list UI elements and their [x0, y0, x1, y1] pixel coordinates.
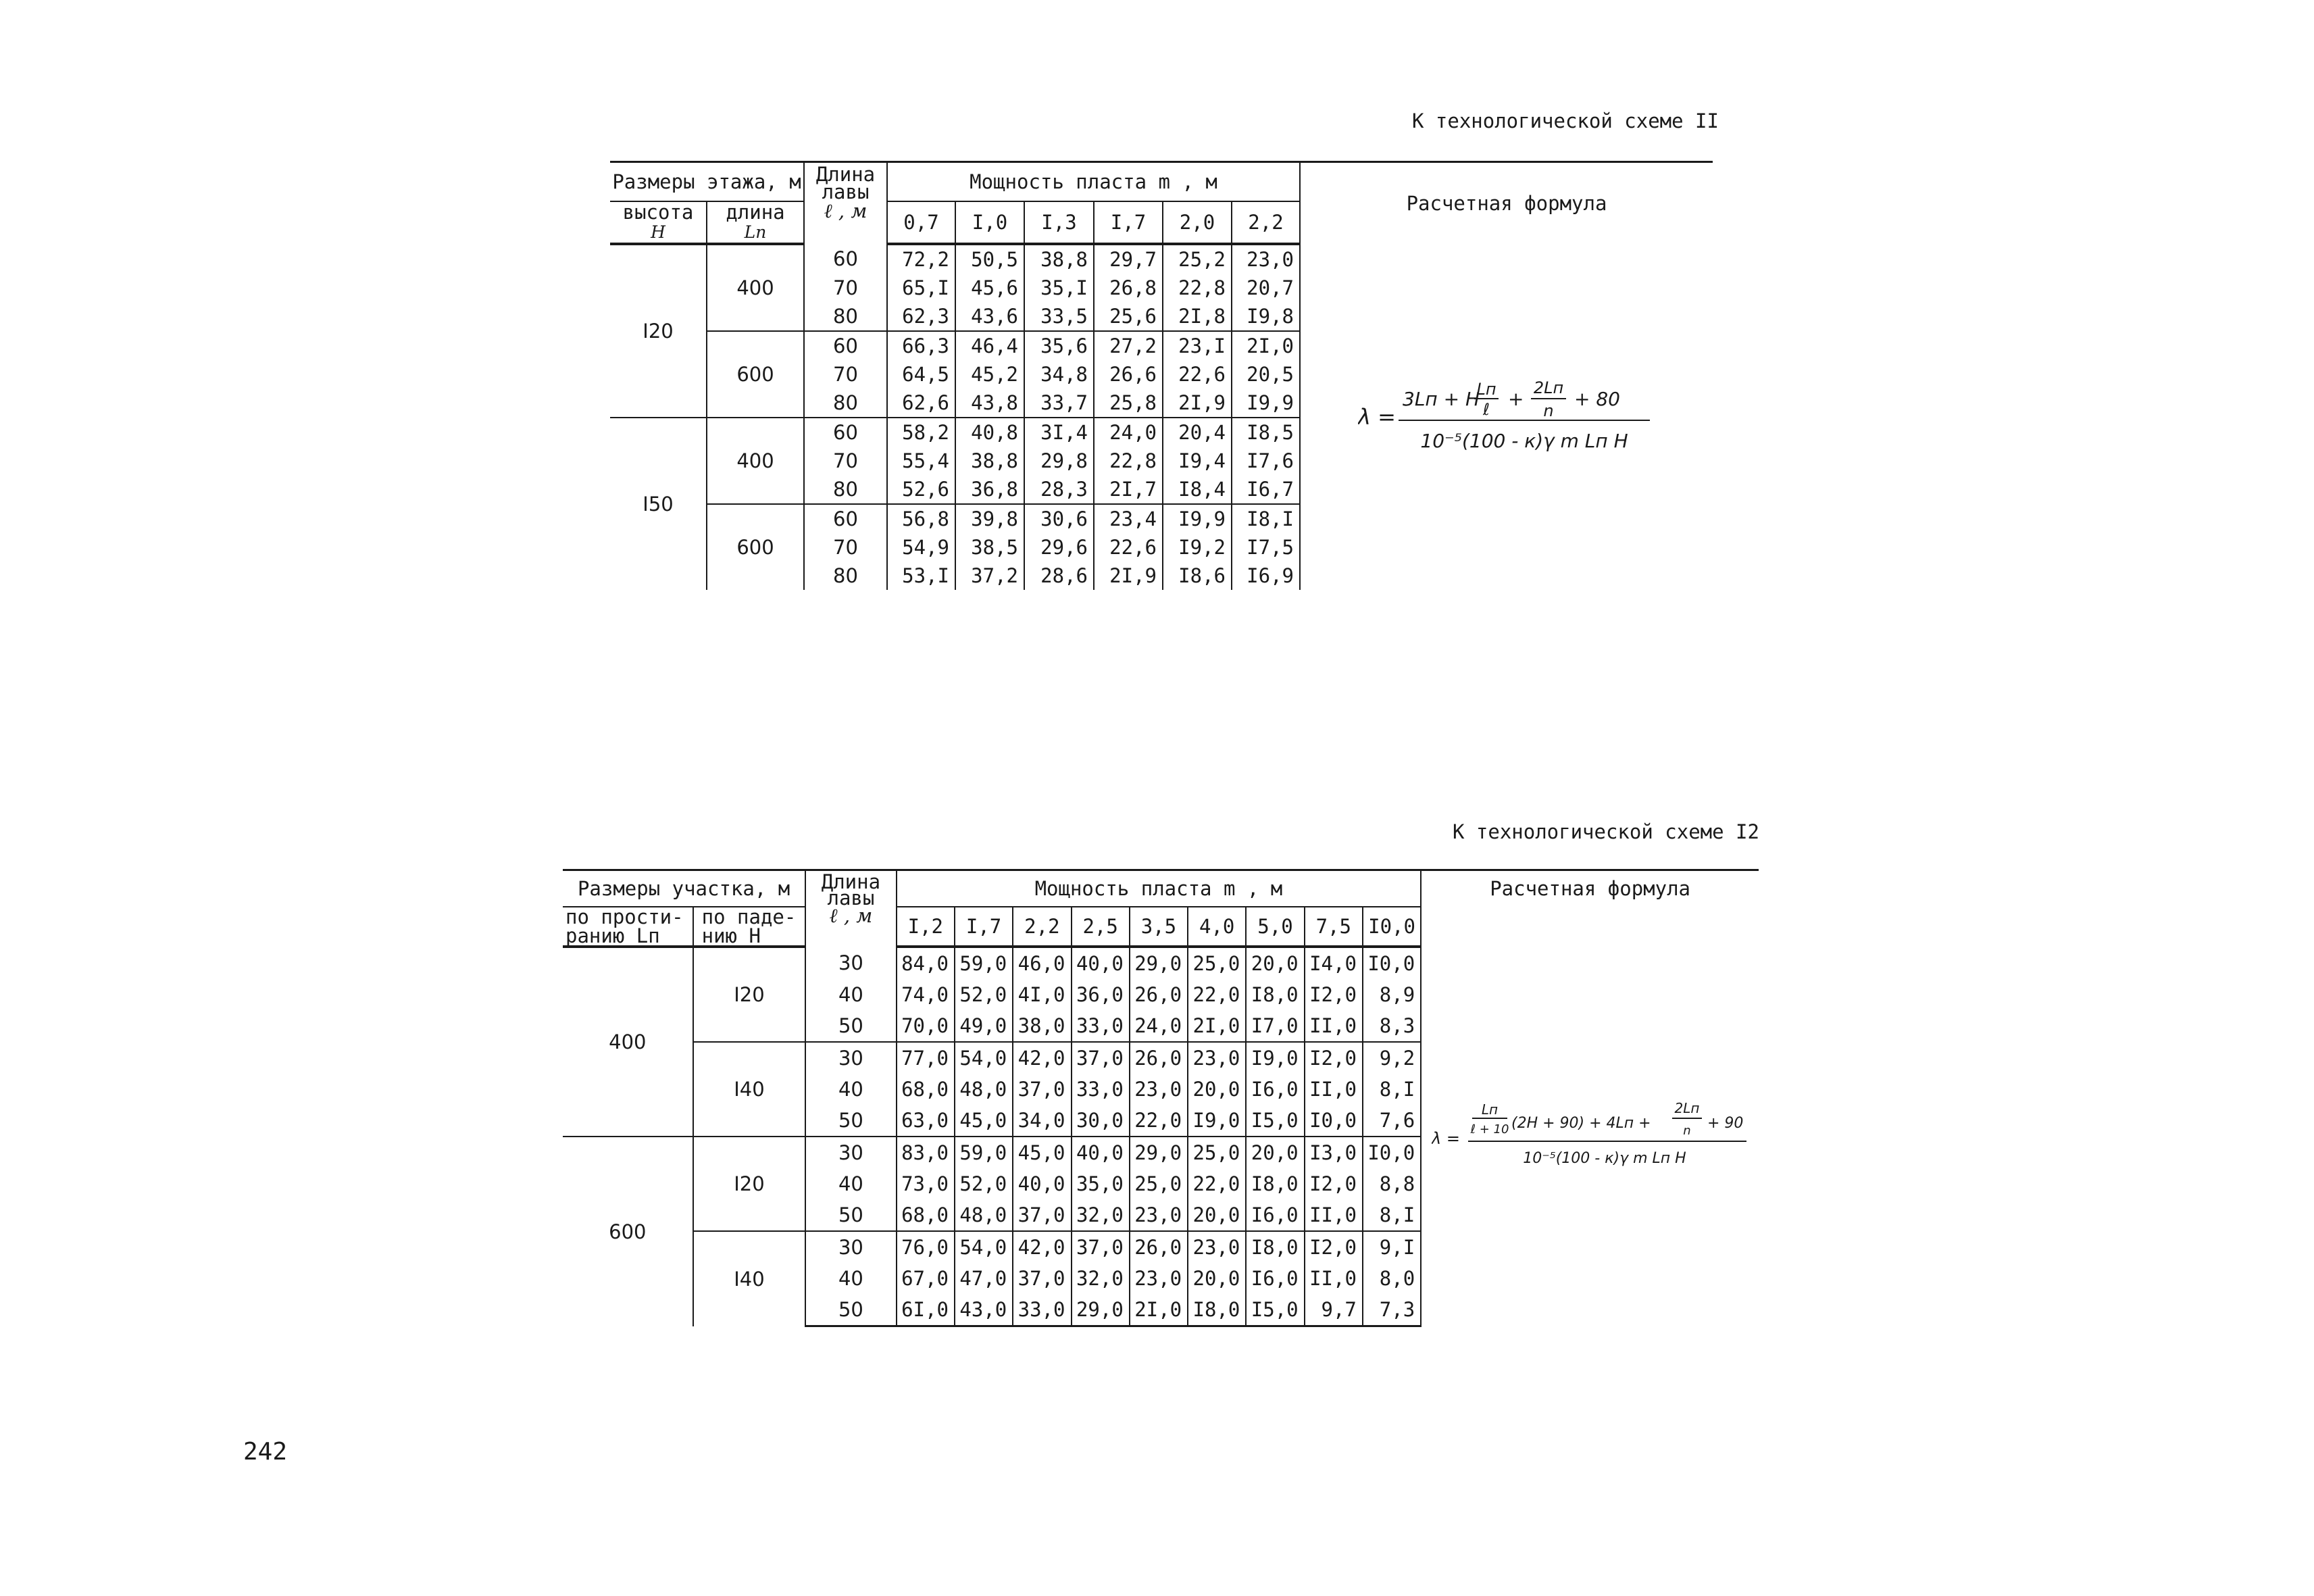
face-length-cell: 80	[804, 302, 887, 331]
strike-header: по прости- ранию Lп	[563, 907, 693, 947]
value-cell: I9,2	[1163, 533, 1232, 562]
value-cell: 45,0	[955, 1105, 1013, 1137]
value-cell: 58,2	[887, 418, 955, 447]
value-cell: 42,0	[1013, 1231, 1071, 1263]
value-cell: 63,0	[897, 1105, 955, 1137]
value-cell: 23,0	[1232, 244, 1300, 274]
value-cell: 9,I	[1363, 1231, 1421, 1263]
value-cell: 64,5	[887, 360, 955, 389]
value-cell: 20,5	[1232, 360, 1300, 389]
value-cell: I2,0	[1305, 1168, 1363, 1199]
value-cell: 47,0	[955, 1263, 1013, 1294]
value-cell: 29,7	[1094, 244, 1163, 274]
dimensions-header: Размеры этажа, м	[610, 162, 804, 202]
value-cell: I9,0	[1188, 1105, 1246, 1137]
value-cell: 29,0	[1130, 947, 1188, 979]
table2-caption: К технологической схеме I2	[1453, 820, 1759, 843]
value-cell: 7,3	[1363, 1294, 1421, 1326]
formula-term: ℓ + 10	[1470, 1122, 1509, 1137]
value-cell: 59,0	[955, 947, 1013, 979]
outer-group-label: 600	[563, 1137, 693, 1326]
value-cell: 25,6	[1094, 302, 1163, 331]
value-cell: 25,0	[1188, 1137, 1246, 1168]
value-cell: I0,0	[1363, 1137, 1421, 1168]
outer-group-label: 400	[609, 1030, 647, 1053]
value-cell: 26,0	[1130, 979, 1188, 1010]
value-cell: I9,9	[1232, 389, 1300, 418]
face-length-cell: 40	[805, 1168, 896, 1199]
value-cell: 66,3	[887, 331, 955, 360]
value-cell: 22,0	[1130, 1105, 1188, 1137]
face-length-cell: 60	[804, 504, 887, 533]
value-cell: I8,0	[1246, 1231, 1304, 1263]
face-length-cell: 60	[804, 331, 887, 360]
value-cell: 9,2	[1363, 1042, 1421, 1074]
value-cell: 43,6	[955, 302, 1024, 331]
value-cell: 56,8	[887, 504, 955, 533]
face-length-cell: 30	[805, 947, 896, 979]
value-cell: 29,6	[1024, 533, 1094, 562]
value-cell: 48,0	[955, 1199, 1013, 1231]
value-cell: 25,2	[1163, 244, 1232, 274]
formula-term: λ =	[1431, 1128, 1460, 1148]
value-cell: 37,0	[1072, 1231, 1130, 1263]
value-cell: 74,0	[897, 979, 955, 1010]
value-cell: 54,9	[887, 533, 955, 562]
face-length-cell: 80	[804, 389, 887, 418]
value-cell: 33,5	[1024, 302, 1094, 331]
value-cell: 52,0	[955, 1168, 1013, 1199]
value-cell: 72,2	[887, 244, 955, 274]
thickness-value: 7,5	[1305, 907, 1363, 947]
value-cell: 37,0	[1013, 1263, 1071, 1294]
value-cell: 23,0	[1130, 1263, 1188, 1294]
value-cell: 52,6	[887, 475, 955, 504]
value-cell: 23,4	[1094, 504, 1163, 533]
value-cell: 36,0	[1072, 979, 1130, 1010]
thickness-value: I,3	[1024, 201, 1094, 244]
value-cell: 25,0	[1188, 947, 1246, 979]
value-cell: 62,3	[887, 302, 955, 331]
value-cell: 40,0	[1013, 1168, 1071, 1199]
value-cell: I5,0	[1246, 1294, 1304, 1326]
thickness-header: Мощность пласта m , м	[887, 162, 1300, 202]
value-cell: 38,8	[955, 447, 1024, 475]
value-cell: 20,0	[1188, 1074, 1246, 1105]
face-length-cell: 70	[804, 447, 887, 475]
value-cell: 77,0	[897, 1042, 955, 1074]
value-cell: 20,0	[1246, 1137, 1304, 1168]
value-cell: 8,9	[1363, 979, 1421, 1010]
value-cell: I7,0	[1246, 1010, 1304, 1042]
value-cell: 20,7	[1232, 274, 1300, 302]
value-cell: I7,6	[1232, 447, 1300, 475]
value-cell: 23,0	[1188, 1042, 1246, 1074]
inner-group-label: 400	[707, 244, 804, 331]
value-cell: 2I,7	[1094, 475, 1163, 504]
table-row	[610, 244, 1713, 274]
value-cell: 26,6	[1094, 360, 1163, 389]
value-cell: I5,0	[1246, 1105, 1304, 1137]
value-cell: 20,0	[1246, 947, 1304, 979]
value-cell: 2I,8	[1163, 302, 1232, 331]
formula-term: 3Lп + H	[1403, 388, 1480, 410]
value-cell: 38,5	[955, 533, 1024, 562]
formula-header: Расчетная формула	[1300, 162, 1713, 245]
value-cell: 2I,0	[1232, 331, 1300, 360]
value-cell: I8,4	[1163, 475, 1232, 504]
value-cell: 37,0	[1013, 1199, 1071, 1231]
value-cell: 40,0	[1072, 1137, 1130, 1168]
formula-term: Lп	[1481, 1101, 1498, 1118]
thickness-value: 2,2	[1232, 201, 1300, 244]
thickness-value: I0,0	[1363, 907, 1421, 947]
value-cell: 8,I	[1363, 1199, 1421, 1231]
thickness-value: 5,0	[1246, 907, 1304, 947]
value-cell: 68,0	[897, 1199, 955, 1231]
thickness-value: 2,0	[1163, 201, 1232, 244]
formula-term: (2H + 90) + 4Lп +	[1511, 1114, 1651, 1132]
value-cell: 33,0	[1072, 1010, 1130, 1042]
value-cell: 26,0	[1130, 1231, 1188, 1263]
value-cell: 22,0	[1188, 979, 1246, 1010]
inner-group-label: I20	[693, 947, 806, 1042]
value-cell: I9,0	[1246, 1042, 1304, 1074]
face-length-cell: 30	[805, 1137, 896, 1168]
value-cell: I6,0	[1246, 1074, 1304, 1105]
thickness-value: I,0	[955, 201, 1024, 244]
value-cell: 46,4	[955, 331, 1024, 360]
value-cell: I2,0	[1305, 1231, 1363, 1263]
value-cell: II,0	[1305, 1199, 1363, 1231]
value-cell: 26,8	[1094, 274, 1163, 302]
value-cell: 40,0	[1072, 947, 1130, 979]
value-cell: II,0	[1305, 1263, 1363, 1294]
thickness-header: Мощность пласта m , м	[897, 870, 1422, 907]
value-cell: 73,0	[897, 1168, 955, 1199]
value-cell: 27,2	[1094, 331, 1163, 360]
value-cell: 22,8	[1094, 447, 1163, 475]
formula-term: λ =	[1358, 404, 1396, 430]
face-length-cell: 80	[804, 562, 887, 590]
value-cell: I8,6	[1163, 562, 1232, 590]
thickness-value: 0,7	[887, 201, 955, 244]
formula-term: 10⁻⁵(100 - к)γ m Lп H	[1522, 1149, 1686, 1167]
value-cell: I8,5	[1232, 418, 1300, 447]
formula	[1432, 1086, 1749, 1187]
thickness-value: 3,5	[1130, 907, 1188, 947]
formula-term: + 90	[1707, 1114, 1744, 1132]
face-length-cell: 80	[804, 475, 887, 504]
formula-term: Lп	[1476, 380, 1496, 399]
value-cell: 43,8	[955, 389, 1024, 418]
value-cell: 8,I	[1363, 1074, 1421, 1105]
formula-term: +	[1508, 388, 1524, 410]
value-cell: 67,0	[897, 1263, 955, 1294]
value-cell: 28,6	[1024, 562, 1094, 590]
value-cell: 36,8	[955, 475, 1024, 504]
thickness-value: 2,2	[1013, 907, 1071, 947]
value-cell: 43,0	[955, 1294, 1013, 1326]
thickness-value: 4,0	[1188, 907, 1246, 947]
value-cell: I8,0	[1246, 979, 1304, 1010]
value-cell: 37,0	[1072, 1042, 1130, 1074]
value-cell: 23,0	[1130, 1199, 1188, 1231]
inner-group-label: 600	[707, 504, 804, 590]
page-number: 242	[243, 1438, 288, 1466]
thickness-value: I,2	[897, 907, 955, 947]
value-cell: 24,0	[1094, 418, 1163, 447]
value-cell: 3I,4	[1024, 418, 1094, 447]
value-cell: I9,9	[1163, 504, 1232, 533]
value-cell: 34,8	[1024, 360, 1094, 389]
value-cell: I2,0	[1305, 979, 1363, 1010]
value-cell: II,0	[1305, 1010, 1363, 1042]
value-cell: 23,I	[1163, 331, 1232, 360]
value-cell: I8,0	[1246, 1168, 1304, 1199]
face-length-header: Длина лавы ℓ , м	[805, 870, 896, 947]
face-length-cell: 60	[804, 418, 887, 447]
value-cell: 20,4	[1163, 418, 1232, 447]
value-cell: 6I,0	[897, 1294, 955, 1326]
value-cell: 49,0	[955, 1010, 1013, 1042]
value-cell: 23,0	[1130, 1074, 1188, 1105]
value-cell: 33,0	[1072, 1074, 1130, 1105]
value-cell: 20,0	[1188, 1199, 1246, 1231]
inner-group-label: 400	[707, 418, 804, 504]
value-cell: 2I,9	[1094, 562, 1163, 590]
value-cell: 76,0	[897, 1231, 955, 1263]
value-cell: 29,0	[1072, 1294, 1130, 1326]
value-cell: 4I,0	[1013, 979, 1071, 1010]
value-cell: I9,4	[1163, 447, 1232, 475]
value-cell: 55,4	[887, 447, 955, 475]
value-cell: I8,I	[1232, 504, 1300, 533]
value-cell: 62,6	[887, 389, 955, 418]
dip-header: по паде- нию H	[693, 907, 806, 947]
value-cell: 38,8	[1024, 244, 1094, 274]
value-cell: 48,0	[955, 1074, 1013, 1105]
value-cell: 39,8	[955, 504, 1024, 533]
height-header: высота H	[610, 201, 707, 244]
value-cell: I3,0	[1305, 1137, 1363, 1168]
face-length-header: Длина лавы ℓ , м	[804, 162, 887, 245]
value-cell: I0,0	[1363, 947, 1421, 979]
value-cell: 38,0	[1013, 1010, 1071, 1042]
value-cell: 26,0	[1130, 1042, 1188, 1074]
face-length-cell: 40	[805, 1263, 896, 1294]
dimensions-header: Размеры участка, м	[563, 870, 805, 907]
face-length-cell: 50	[805, 1105, 896, 1137]
value-cell: 59,0	[955, 1137, 1013, 1168]
face-length-cell: 50	[805, 1294, 896, 1326]
face-length-cell: 40	[805, 979, 896, 1010]
value-cell: 2I,0	[1188, 1010, 1246, 1042]
value-cell: 8,8	[1363, 1168, 1421, 1199]
length-header: длина Lп	[707, 201, 804, 244]
value-cell: 9,7	[1305, 1294, 1363, 1326]
value-cell: 35,I	[1024, 274, 1094, 302]
value-cell: 25,0	[1130, 1168, 1188, 1199]
value-cell: I0,0	[1305, 1105, 1363, 1137]
value-cell: 50,5	[955, 244, 1024, 274]
formula-term: n	[1543, 401, 1554, 420]
value-cell: 29,0	[1130, 1137, 1188, 1168]
face-length-cell: 50	[805, 1199, 896, 1231]
formula-cell	[1300, 244, 1713, 590]
value-cell: 2I,9	[1163, 389, 1232, 418]
face-length-cell: 30	[805, 1231, 896, 1263]
value-cell: 30,0	[1072, 1105, 1130, 1137]
value-cell: 33,0	[1013, 1294, 1071, 1326]
value-cell: 23,0	[1188, 1231, 1246, 1263]
value-cell: I6,0	[1246, 1199, 1304, 1231]
value-cell: 32,0	[1072, 1199, 1130, 1231]
formula-term: 2Lп	[1674, 1099, 1700, 1116]
value-cell: 29,8	[1024, 447, 1094, 475]
face-length-cell: 40	[805, 1074, 896, 1105]
value-cell: I6,7	[1232, 475, 1300, 504]
value-cell: I7,5	[1232, 533, 1300, 562]
formula-term: 2Lп	[1533, 378, 1564, 397]
inner-group-label: I40	[693, 1231, 806, 1326]
face-length-cell: 70	[804, 274, 887, 302]
value-cell: 45,0	[1013, 1137, 1071, 1168]
value-cell: 8,3	[1363, 1010, 1421, 1042]
value-cell: 22,0	[1188, 1168, 1246, 1199]
value-cell: 40,8	[955, 418, 1024, 447]
formula	[1358, 359, 1655, 474]
table1-caption: К технологической схеме II	[1412, 109, 1719, 132]
inner-group-label: I40	[693, 1042, 806, 1137]
value-cell: 46,0	[1013, 947, 1071, 979]
formula-header: Расчетная формула	[1421, 870, 1759, 947]
value-cell: 53,I	[887, 562, 955, 590]
thickness-value: I,7	[955, 907, 1013, 947]
value-cell: 45,6	[955, 274, 1024, 302]
value-cell: 70,0	[897, 1010, 955, 1042]
value-cell: I6,9	[1232, 562, 1300, 590]
table-row	[563, 947, 1759, 979]
value-cell: 84,0	[897, 947, 955, 979]
face-length-cell: 70	[804, 533, 887, 562]
value-cell: 45,2	[955, 360, 1024, 389]
table2	[563, 869, 1759, 1327]
value-cell: 68,0	[897, 1074, 955, 1105]
value-cell: I2,0	[1305, 1042, 1363, 1074]
value-cell: 2I,0	[1130, 1294, 1188, 1326]
value-cell: II,0	[1305, 1074, 1363, 1105]
value-cell: 20,0	[1188, 1263, 1246, 1294]
formula-term: n	[1682, 1123, 1691, 1138]
value-cell: 28,3	[1024, 475, 1094, 504]
value-cell: 24,0	[1130, 1010, 1188, 1042]
value-cell: I4,0	[1305, 947, 1363, 979]
formula-term: ℓ	[1483, 400, 1490, 419]
value-cell: 35,0	[1072, 1168, 1130, 1199]
table1	[610, 161, 1713, 590]
value-cell: 25,8	[1094, 389, 1163, 418]
value-cell: 54,0	[955, 1231, 1013, 1263]
value-cell: I8,0	[1188, 1294, 1246, 1326]
value-cell: 35,6	[1024, 331, 1094, 360]
value-cell: 8,0	[1363, 1263, 1421, 1294]
inner-group-label: 600	[707, 331, 804, 418]
value-cell: 33,7	[1024, 389, 1094, 418]
face-length-cell: 50	[805, 1010, 896, 1042]
value-cell: 42,0	[1013, 1042, 1071, 1074]
face-length-cell: 60	[804, 244, 887, 274]
thickness-value: I,7	[1094, 201, 1163, 244]
inner-group-label: I20	[693, 1137, 806, 1231]
value-cell: 65,I	[887, 274, 955, 302]
outer-group-label: I50	[610, 418, 707, 590]
value-cell: 83,0	[897, 1137, 955, 1168]
face-length-cell: 30	[805, 1042, 896, 1074]
value-cell: 54,0	[955, 1042, 1013, 1074]
value-cell: 7,6	[1363, 1105, 1421, 1137]
value-cell: I9,8	[1232, 302, 1300, 331]
value-cell: I6,0	[1246, 1263, 1304, 1294]
value-cell: 22,6	[1094, 533, 1163, 562]
face-length-cell: 70	[804, 360, 887, 389]
thickness-value: 2,5	[1072, 907, 1130, 947]
value-cell: 30,6	[1024, 504, 1094, 533]
value-cell: 52,0	[955, 979, 1013, 1010]
outer-group-label: I20	[643, 320, 674, 343]
value-cell: 22,6	[1163, 360, 1232, 389]
value-cell: 37,0	[1013, 1074, 1071, 1105]
formula-term: 10⁻⁵(100 - к)γ m Lп H	[1420, 430, 1628, 452]
value-cell: 32,0	[1072, 1263, 1130, 1294]
formula-term: + 80	[1574, 388, 1620, 410]
formula-cell	[1421, 947, 1759, 1326]
value-cell: 34,0	[1013, 1105, 1071, 1137]
value-cell: 37,2	[955, 562, 1024, 590]
value-cell: 22,8	[1163, 274, 1232, 302]
